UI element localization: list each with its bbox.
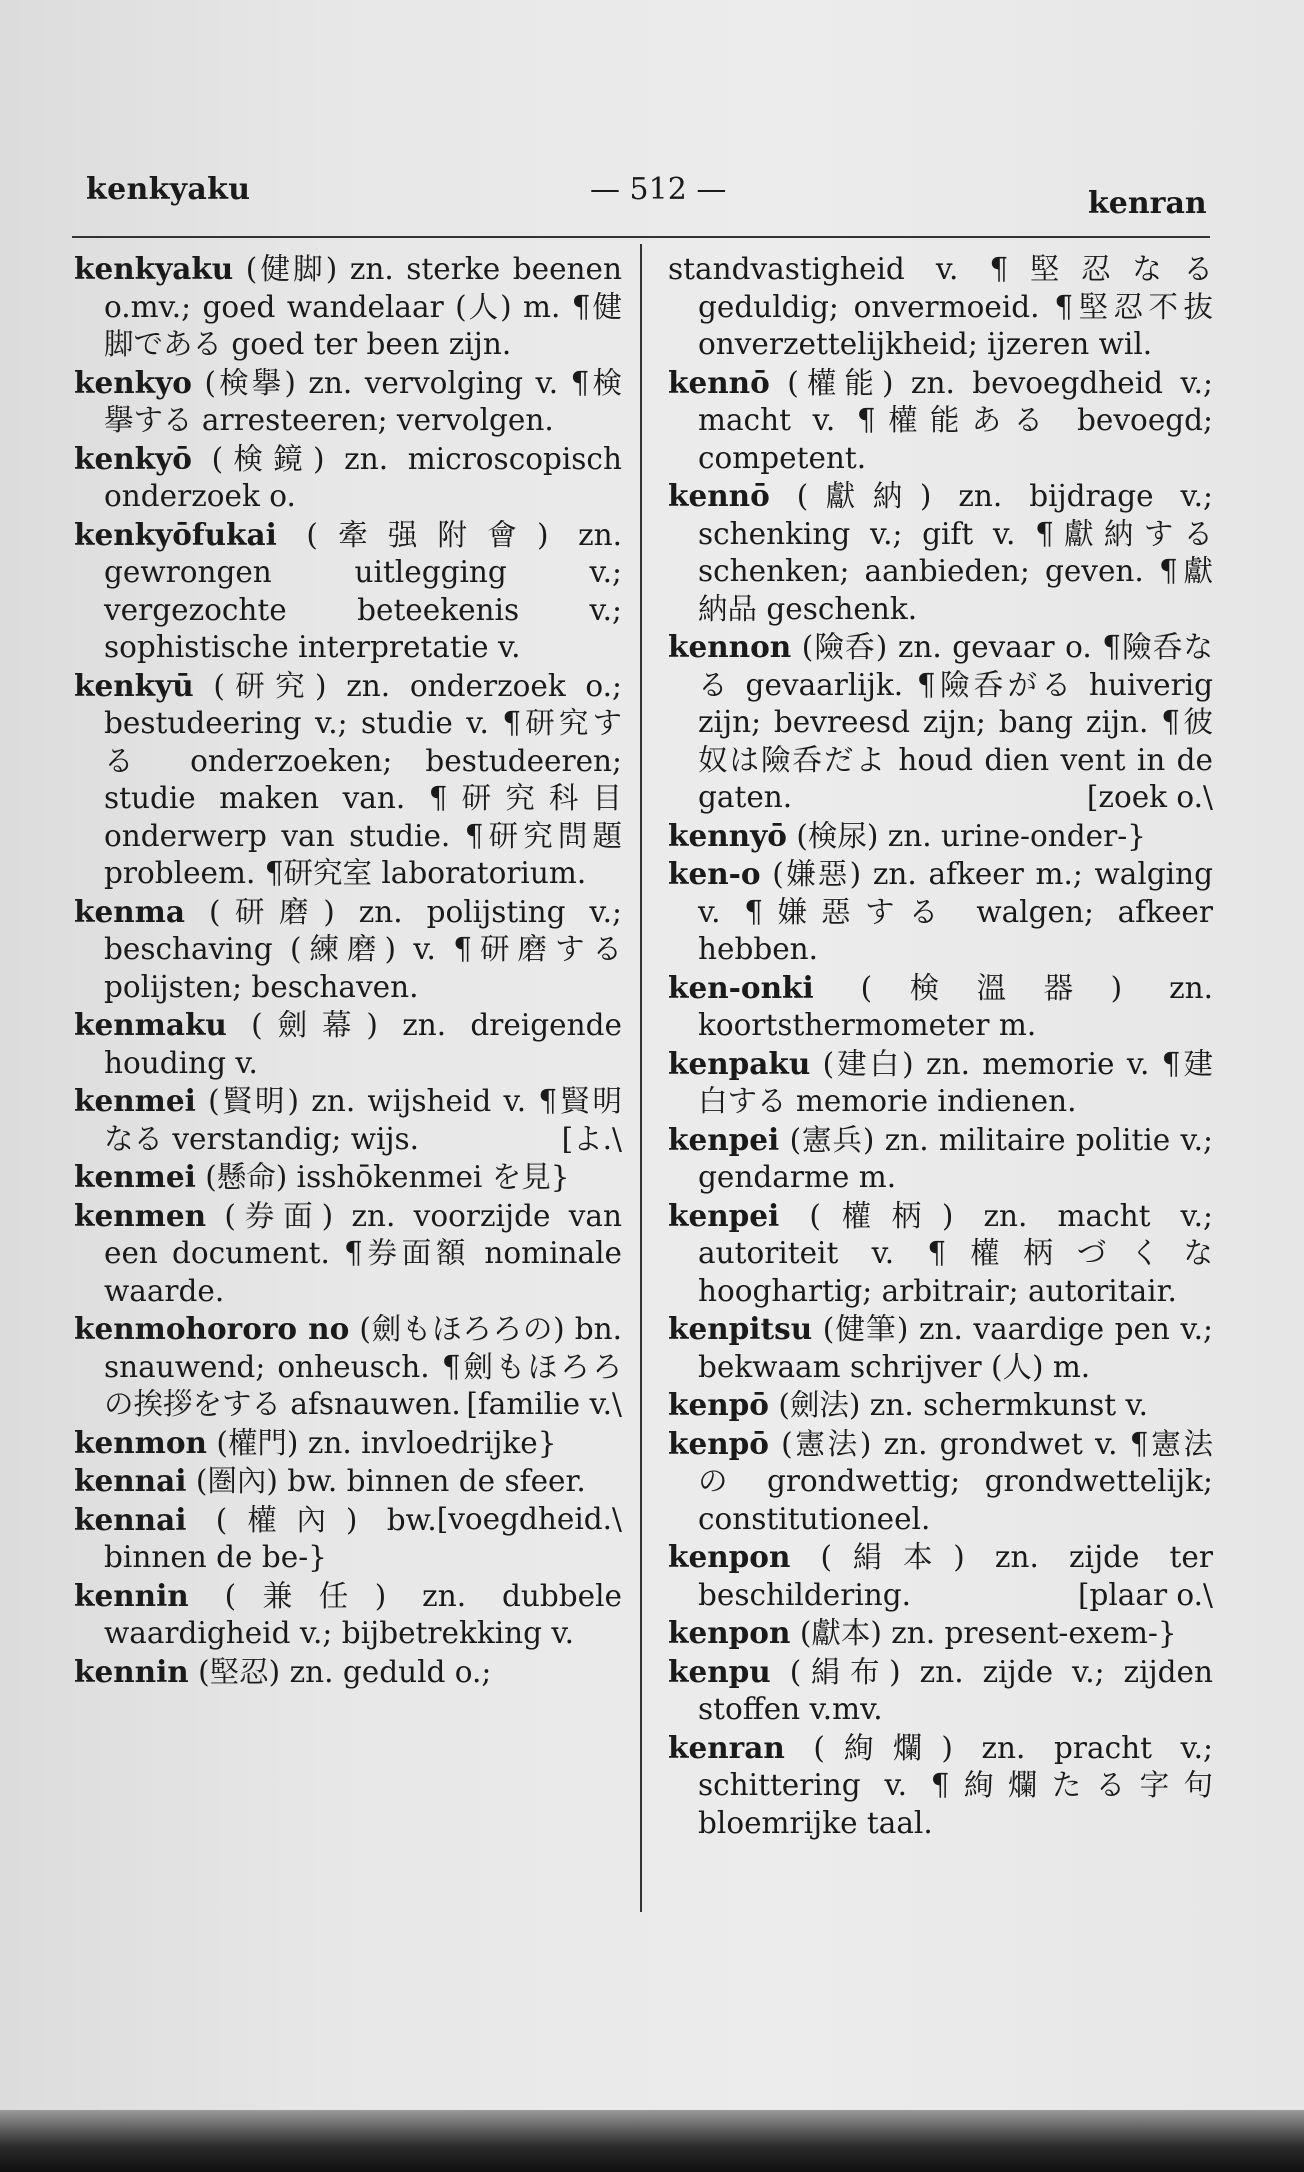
headword: kennin bbox=[74, 1577, 189, 1613]
headword: kennon bbox=[668, 629, 792, 664]
headword: kenmohororo no bbox=[74, 1311, 350, 1346]
dictionary-entry bbox=[668, 628, 1213, 817]
headword: kenkyō bbox=[74, 440, 192, 476]
kanji: (建白) bbox=[822, 1046, 914, 1081]
left-column bbox=[74, 250, 622, 1691]
headword: kennin bbox=[74, 1653, 189, 1689]
definition: bw. binnen de sfeer. bbox=[287, 1464, 586, 1498]
definition: zn. bevoegdheid v.; macht v. ¶權能ある bevoegd; competent. bbox=[698, 365, 1213, 475]
kanji: (研磨) bbox=[208, 894, 335, 929]
kanji: (權門) bbox=[216, 1425, 299, 1460]
dictionary-entry bbox=[668, 1729, 1213, 1843]
kanji: (劍もほろろの) bbox=[359, 1312, 565, 1346]
dictionary-entry bbox=[74, 1577, 622, 1653]
kanji: (劍法) bbox=[778, 1388, 861, 1422]
definition: zn. sterke beenen o.mv.; goed wandelaar (人) m. ¶健脚である goed ter been zijn. bbox=[104, 252, 622, 361]
definition: bw. binnen de be-} bbox=[104, 1502, 437, 1574]
kanji: (懸命) bbox=[205, 1160, 288, 1194]
headword: kenpō bbox=[668, 1387, 769, 1422]
headword: kenmei bbox=[74, 1083, 196, 1118]
dictionary-entry bbox=[668, 969, 1213, 1045]
headword: kenmen bbox=[74, 1197, 207, 1233]
headword: kenpō bbox=[668, 1425, 769, 1461]
headword: kenpon bbox=[668, 1615, 791, 1650]
running-head-first-entry: kenkyaku bbox=[86, 172, 251, 207]
kanji: (研究) bbox=[213, 668, 327, 703]
dictionary-entry bbox=[74, 667, 622, 893]
dictionary-entry bbox=[668, 1121, 1213, 1197]
turnover-note: [familie v.\ bbox=[466, 1387, 622, 1421]
headword: kenpitsu bbox=[668, 1311, 813, 1346]
dictionary-entry bbox=[668, 364, 1213, 478]
definition: bn. snauwend; onheusch. ¶劍もほろろの挨拶をする afsnauwen. bbox=[104, 1312, 622, 1421]
kanji: (憲兵) bbox=[789, 1122, 875, 1157]
kanji: (獻納) bbox=[796, 479, 932, 513]
kanji: (兼任) bbox=[224, 1578, 387, 1613]
kanji: (權能) bbox=[787, 365, 894, 400]
headword: kenmei bbox=[74, 1159, 196, 1194]
definition: zn. schermkunst v. bbox=[869, 1388, 1149, 1422]
definition: zn. gewrongen uitlegging v.; vergezochte beteekenis v.; sophistische interpretatie v. bbox=[104, 517, 622, 664]
kanji: (検尿) bbox=[796, 818, 879, 853]
headword: kenmaku bbox=[74, 1007, 227, 1042]
kanji: (憲法) bbox=[781, 1426, 872, 1461]
kanji: (權柄) bbox=[809, 1198, 954, 1233]
definition: zn. present-exem-} bbox=[891, 1616, 1177, 1650]
dictionary-entry bbox=[74, 250, 622, 364]
kanji: (賢明) bbox=[208, 1084, 299, 1118]
definition: zn. wijsheid v. ¶賢明なる verstandig; wijs. bbox=[104, 1084, 622, 1156]
dictionary-entry bbox=[74, 516, 622, 667]
kanji: (嫌惡) bbox=[772, 857, 862, 891]
kanji: (絹本) bbox=[820, 1540, 965, 1574]
definition: isshōkenmei を見} bbox=[296, 1160, 570, 1194]
dictionary-entry bbox=[74, 1006, 622, 1082]
headword: kenma bbox=[74, 893, 185, 929]
definition: zn. vaardige pen v.; bekwaam schrijver (人) m. bbox=[698, 1312, 1213, 1384]
dictionary-entry bbox=[74, 1082, 622, 1158]
dictionary-entry bbox=[668, 855, 1213, 969]
headword: kenkyo bbox=[74, 364, 192, 400]
headword: kenmon bbox=[74, 1424, 207, 1460]
definition: zn. microscopisch onderzoek o. bbox=[104, 441, 622, 513]
kanji: (健脚) bbox=[245, 252, 338, 286]
definition: zn. grondwet v. ¶憲法の grondwettig; grondwettelijk; constitutioneel. bbox=[698, 1426, 1213, 1536]
definition: zn. vervolging v. ¶検擧する arresteeren; vervolgen. bbox=[104, 365, 622, 437]
dictionary-entry bbox=[74, 1653, 622, 1692]
kanji: (險呑) bbox=[801, 630, 888, 664]
turnover-note: [zoek o.\ bbox=[1086, 780, 1213, 814]
dictionary-entry bbox=[74, 893, 622, 1007]
definition: zn. pracht v.; schittering v. ¶絢爛たる字句 bloemrijke taal. bbox=[698, 1730, 1213, 1840]
definition: zn. koortsthermometer m. bbox=[698, 970, 1213, 1042]
dictionary-entry bbox=[668, 817, 1213, 856]
definition: zn. geduld o.; bbox=[289, 1654, 492, 1689]
headword: kenpei bbox=[668, 1121, 780, 1157]
headword: kenkyaku bbox=[74, 251, 234, 286]
dictionary-entry bbox=[668, 1653, 1213, 1729]
dictionary-entry bbox=[74, 1424, 622, 1463]
dictionary-entry-continuation bbox=[668, 250, 1213, 364]
dictionary-entry bbox=[74, 440, 622, 516]
definition: zn. memorie v. ¶建白する memorie indienen. bbox=[698, 1046, 1213, 1118]
headword: kennai bbox=[74, 1463, 187, 1498]
definition: zn. zijde ter beschildering. bbox=[698, 1540, 1213, 1612]
definition: zn. macht v.; autoriteit v. ¶權柄づくな hooghartig; arbitrair; autoritair. bbox=[698, 1198, 1213, 1308]
headword: kennō bbox=[668, 364, 770, 400]
definition: zn. zijde v.; zijden stoffen v.mv. bbox=[698, 1654, 1213, 1726]
headword: kenpaku bbox=[668, 1045, 811, 1081]
definition: zn. dubbele waardigheid v.; bijbetrekking v. bbox=[104, 1578, 622, 1650]
dictionary-entry bbox=[668, 1386, 1213, 1425]
definition: zn. militaire politie v.; gendarme m. bbox=[698, 1122, 1213, 1194]
turnover-note: [plaar o.\ bbox=[1077, 1577, 1213, 1612]
dictionary-entry bbox=[74, 1310, 622, 1424]
kanji: (券面) bbox=[224, 1198, 334, 1233]
headword: kennyō bbox=[668, 817, 787, 853]
dictionary-entry bbox=[668, 1045, 1213, 1121]
definition: zn. onderzoek o.; bestudeering v.; studie v. ¶研究する onderzoeken; bestudeeren; studie maken van. ¶研究科目 onderwerp van studie. ¶研究問題 probleem. ¶研究室 laboratorium. bbox=[104, 668, 622, 890]
definition: zn. bijdrage v.; schenking v.; gift v. ¶獻納する schenken; aanbieden; geven. ¶獻納品 geschenk. bbox=[698, 479, 1213, 626]
kanji: (絹布) bbox=[789, 1654, 901, 1689]
dictionary-entry bbox=[74, 364, 622, 440]
kanji: (權內) bbox=[215, 1502, 358, 1537]
kanji: (圏內) bbox=[195, 1464, 278, 1498]
headword: kenpei bbox=[668, 1197, 780, 1233]
headword: kennai bbox=[74, 1501, 187, 1537]
kanji: (絢爛) bbox=[813, 1730, 953, 1765]
dictionary-entry bbox=[668, 1310, 1213, 1386]
headword: kenpu bbox=[668, 1653, 771, 1689]
headword: ken-o bbox=[668, 856, 761, 891]
kanji: (堅忍) bbox=[198, 1654, 281, 1689]
page-edge-shadow bbox=[0, 2110, 1304, 2172]
headword: kenran bbox=[668, 1729, 785, 1765]
headword: kenpon bbox=[668, 1539, 791, 1574]
turnover-note: [voegdheid.\ bbox=[436, 1501, 622, 1536]
definition: zn. gevaar o. ¶險呑なる gevaarlijk. ¶險呑がる huiverig zijn; bevreesd zijn; bang zijn. ¶彼奴は險呑だよ houd dien vent in de gaten. bbox=[698, 630, 1213, 814]
kanji: (検溫器) bbox=[860, 970, 1123, 1005]
kanji: (牽强附會) bbox=[306, 517, 549, 552]
dictionary-entry bbox=[668, 1614, 1213, 1653]
kanji: (劍幕) bbox=[251, 1008, 378, 1042]
dictionary-entry bbox=[668, 477, 1213, 628]
column-divider bbox=[640, 244, 642, 1912]
turnover-note: [よ.\ bbox=[561, 1121, 622, 1156]
headword: kenkyū bbox=[74, 667, 194, 703]
dictionary-entry bbox=[668, 1425, 1213, 1539]
right-column bbox=[668, 250, 1213, 1842]
kanji: (検鏡) bbox=[211, 441, 325, 476]
definition: zn. afkeer m.; walging v. ¶嫌惡する walgen; afkeer hebben. bbox=[698, 857, 1213, 966]
running-head-last-entry: kenran bbox=[1088, 186, 1207, 221]
dictionary-entry bbox=[74, 1197, 622, 1311]
definition: zn. urine-onder-} bbox=[887, 818, 1146, 853]
dictionary-entry bbox=[74, 1158, 622, 1197]
kanji: (獻本) bbox=[799, 1616, 882, 1650]
definition: standvastigheid v. ¶堅忍なる geduldig; onvermoeid. ¶堅忍不抜 onverzettelijkheid; ijzeren wil. bbox=[668, 252, 1213, 361]
definition: zn. polijsting v.; beschaving (練磨) v. ¶研磨する polijsten; beschaven. bbox=[104, 894, 622, 1004]
kanji: (健筆) bbox=[822, 1312, 909, 1346]
page-number: — 512 — bbox=[590, 172, 727, 207]
headword: ken-onki bbox=[668, 969, 814, 1005]
definition: zn. dreigende houding v. bbox=[104, 1008, 622, 1080]
kanji: (検擧) bbox=[204, 365, 296, 400]
dictionary-entry bbox=[668, 1197, 1213, 1311]
definition: zn. voorzijde van een document. ¶券面額 nominale waarde. bbox=[104, 1198, 622, 1308]
header-rule bbox=[72, 236, 1210, 238]
dictionary-entry bbox=[668, 1538, 1213, 1614]
headword: kenkyōfukai bbox=[74, 516, 277, 552]
definition: zn. invloedrijke} bbox=[307, 1425, 557, 1460]
headword: kennō bbox=[668, 478, 770, 513]
